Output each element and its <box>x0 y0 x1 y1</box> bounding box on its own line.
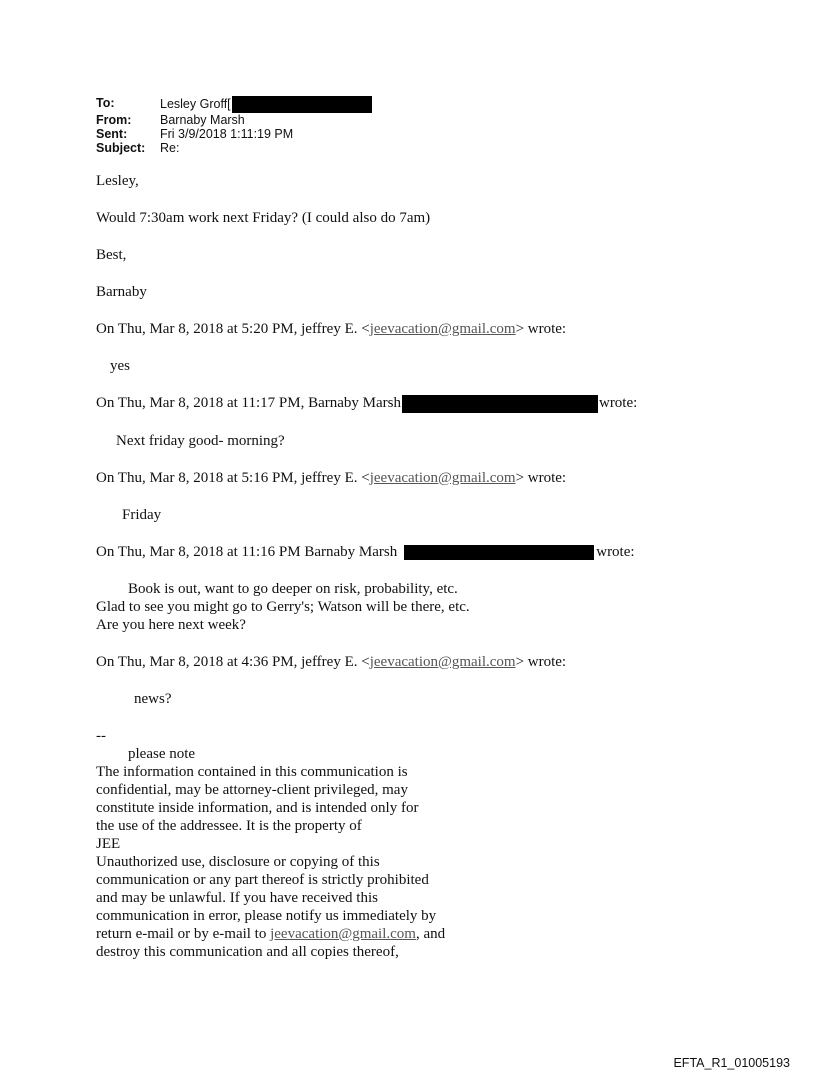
disclaimer-line: Unauthorized use, disclosure or copying of this <box>96 853 380 870</box>
quote-header-suffix: > wrote: <box>515 321 567 337</box>
disclaimer-line: the use of the addressee. It is the property of <box>96 817 362 834</box>
disclaimer-line: please note <box>128 745 196 762</box>
subject-row <box>96 141 372 155</box>
quote-header-suffix: > wrote: <box>515 469 567 486</box>
quote-header-text: On Thu, Mar 8, 2018 at 11:17 PM, Barnaby Marsh <box>96 395 401 411</box>
redaction-box <box>404 545 594 560</box>
from-value: Barnaby Marsh <box>160 113 245 127</box>
from-row <box>96 113 372 127</box>
disclaimer-line: and may be unlawful. If you have received this <box>96 889 378 906</box>
to-value <box>160 96 372 113</box>
quote-body-3: Friday <box>122 506 162 523</box>
disclaimer-line: destroy this communication and all copies thereof, <box>96 943 399 960</box>
disclaimer-line: confidential, may be attorney-client privileged, may <box>96 781 408 798</box>
sent-row <box>96 127 372 141</box>
quote-header-text: On Thu, Mar 8, 2018 at 5:20 PM, jeffrey E. < <box>96 321 370 337</box>
document-id: EFTA_R1_01005193 <box>673 1056 790 1070</box>
email-link[interactable]: jeevacation@gmail.com <box>369 321 516 337</box>
greeting: Lesley, <box>96 173 139 189</box>
sent-value: Fri 3/9/2018 1:11:19 PM <box>160 127 294 141</box>
quote-header-5 <box>96 653 736 671</box>
disclaimer-line: The information contained in this communication is <box>96 763 408 780</box>
quote-header-text: On Thu, Mar 8, 2018 at 4:36 PM, jeffrey E. < <box>96 653 370 670</box>
separator: -- <box>96 727 106 744</box>
to-label: To: <box>96 96 115 110</box>
quote-body-2: Next friday good- morning? <box>116 432 285 449</box>
quote-header-1 <box>96 320 736 338</box>
from-label: From: <box>96 113 132 127</box>
disclaimer <box>96 727 736 961</box>
email-link[interactable]: jeevacation@gmail.com <box>369 653 516 670</box>
disclaimer-line: JEE <box>96 835 121 852</box>
disclaimer-text: return e-mail or by e-mail to <box>96 925 271 942</box>
disclaimer-line: constitute inside information, and is intended only for <box>96 799 419 816</box>
disclaimer-line: communication in error, please notify us immediately by <box>96 907 437 924</box>
sent-label: Sent: <box>96 127 128 141</box>
redaction-box <box>402 395 598 413</box>
quote-body-line: Are you here next week? <box>96 616 246 633</box>
quote-body-line: Book is out, want to go deeper on risk, probability, etc. <box>128 580 458 597</box>
quote-body-line: Glad to see you might go to Gerry's; Watson will be there, etc. <box>96 598 470 615</box>
quote-header-suffix: > wrote: <box>515 653 567 670</box>
message-line: Would 7:30am work next Friday? (I could also do 7am) <box>96 210 431 226</box>
email-body <box>96 172 736 961</box>
disclaimer-line <box>96 925 736 943</box>
email-header <box>96 96 372 155</box>
disclaimer-line: communication or any part thereof is strictly prohibited <box>96 871 429 888</box>
quote-header-2 <box>96 394 736 413</box>
email-link[interactable]: jeevacation@gmail.com <box>270 925 416 942</box>
subject-label: Subject: <box>96 141 146 155</box>
quote-header-3 <box>96 469 736 487</box>
redaction-box <box>232 96 372 113</box>
quote-body-1: yes <box>110 358 130 374</box>
subject-value: Re: <box>160 141 180 155</box>
quote-header-4 <box>96 543 736 561</box>
to-row <box>96 96 372 113</box>
quote-body-4 <box>96 580 736 634</box>
quote-header-text: On Thu, Mar 8, 2018 at 11:16 PM Barnaby Marsh <box>96 543 398 560</box>
quote-header-suffix: wrote: <box>598 395 638 411</box>
signoff: Best, <box>96 247 127 263</box>
quote-header-suffix: wrote: <box>596 543 635 560</box>
to-name: Lesley Groff[ <box>160 96 231 111</box>
quote-body-5: news? <box>134 690 172 707</box>
email-link[interactable]: jeevacation@gmail.com <box>369 469 516 486</box>
quote-header-text: On Thu, Mar 8, 2018 at 5:16 PM, jeffrey E. < <box>96 469 370 486</box>
signature: Barnaby <box>96 284 147 300</box>
disclaimer-text: , and <box>415 925 446 942</box>
